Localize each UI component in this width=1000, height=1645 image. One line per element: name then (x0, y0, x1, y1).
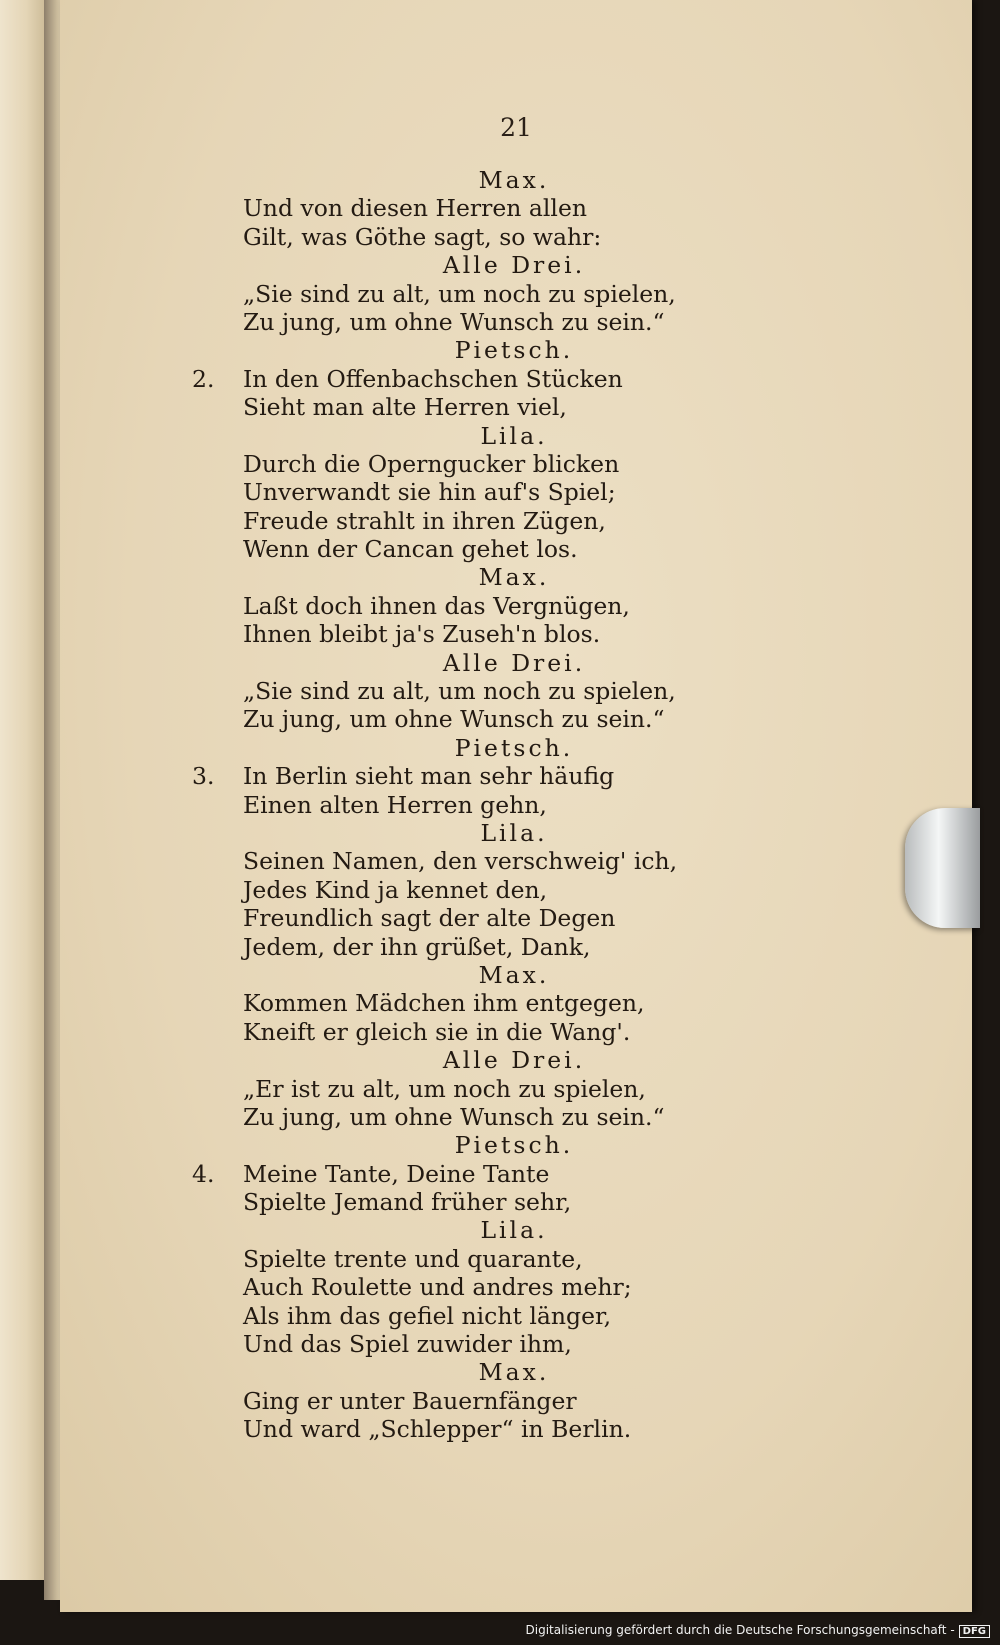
verse-line (60, 677, 972, 705)
verse-line (60, 223, 972, 251)
speaker-label: Lila. (480, 421, 548, 450)
verse-text: In den Offenbachschen Stücken (243, 364, 623, 393)
verse-line (60, 904, 972, 932)
verse-line (60, 1330, 972, 1358)
book-page (60, 0, 972, 1612)
verse-line (60, 620, 972, 648)
verse-line (60, 1188, 972, 1216)
verse-line (60, 1160, 972, 1188)
verse-line (60, 535, 972, 563)
verse-text: Ihnen bleibt ja's Zuseh'n blos. (243, 620, 601, 649)
credit-text: Digitalisierung gefördert durch die Deutsche Forschungsgemeinschaft - (525, 1623, 955, 1637)
verse-text: Spielte Jemand früher sehr, (243, 1188, 572, 1217)
verse-text: Seinen Namen, den verschweig' ich, (243, 847, 678, 876)
verse-text: Kommen Mädchen ihm entgegen, (243, 989, 645, 1018)
speaker-name (60, 166, 972, 194)
verse-text: Und das Spiel zuwider ihm, (243, 1330, 572, 1359)
verse-line (60, 989, 972, 1017)
page-number: 21 (500, 113, 532, 142)
verse-line (60, 1387, 972, 1415)
verse-text: Kneift er gleich sie in die Wang'. (243, 1017, 631, 1046)
page-clip (905, 808, 980, 928)
verse-text: In Berlin sieht man sehr häufig (243, 762, 615, 791)
verse-line (60, 1245, 972, 1273)
speaker-label: Lila. (480, 818, 548, 847)
speaker-name (60, 1046, 972, 1074)
verse-text: Jedem, der ihn grüßet, Dank, (243, 932, 591, 961)
stanza-number: 3. (192, 762, 215, 791)
speaker-name (60, 1358, 972, 1386)
verse-line (60, 933, 972, 961)
verse-text: Durch die Operngucker blicken (243, 449, 620, 478)
speaker-label: Alle Drei. (442, 648, 586, 677)
speaker-name (60, 1131, 972, 1159)
verse-line (60, 1103, 972, 1131)
verse-line (60, 365, 972, 393)
verse-text: Wenn der Cancan gehet los. (243, 535, 578, 564)
stanza-number: 2. (192, 364, 215, 393)
verse-line (60, 280, 972, 308)
verse-text: Unverwandt sie hin auf's Spiel; (243, 478, 616, 507)
verse-text: „Sie sind zu alt, um noch zu spielen, (243, 279, 676, 308)
verse-text: Laßt doch ihnen das Vergnügen, (243, 591, 630, 620)
verse-line (60, 1273, 972, 1301)
verse-line (60, 478, 972, 506)
verse-line (60, 1302, 972, 1330)
verse-text: Zu jung, um ohne Wunsch zu sein.“ (243, 705, 665, 734)
verse-line (60, 876, 972, 904)
verse-text: „Sie sind zu alt, um noch zu spielen, (243, 677, 676, 706)
speaker-label: Max. (478, 563, 550, 592)
verse-text: „Er ist zu alt, um noch zu spielen, (243, 1074, 646, 1103)
speaker-name (60, 251, 972, 279)
verse-text: Ging er unter Bauernfänger (243, 1386, 577, 1415)
speaker-label: Pietsch. (454, 733, 574, 762)
verse-text: Zu jung, um ohne Wunsch zu sein.“ (243, 307, 665, 336)
verse-text: Einen alten Herren gehn, (243, 790, 547, 819)
verse-line (60, 1075, 972, 1103)
speaker-label: Max. (478, 1358, 550, 1387)
verse-text: Sieht man alte Herren viel, (243, 393, 567, 422)
verse-text: Freude strahlt in ihren Zügen, (243, 506, 606, 535)
speaker-name (60, 819, 972, 847)
verse-line (60, 194, 972, 222)
stanza-number: 4. (192, 1159, 215, 1188)
text-block (60, 166, 972, 1444)
speaker-name (60, 563, 972, 591)
speaker-label: Pietsch. (454, 1131, 574, 1160)
verse-line (60, 1018, 972, 1046)
verse-line (60, 450, 972, 478)
verse-text: Spielte trente und quarante, (243, 1244, 583, 1273)
verse-line (60, 592, 972, 620)
verse-text: Meine Tante, Deine Tante (243, 1159, 550, 1188)
speaker-label: Max. (478, 166, 550, 194)
verse-text: Und von diesen Herren allen (243, 194, 587, 223)
verse-text: Jedes Kind ja kennet den, (243, 875, 548, 904)
verse-line (60, 507, 972, 535)
verse-line (60, 847, 972, 875)
dfg-logo: DFG (959, 1625, 990, 1638)
speaker-label: Pietsch. (454, 336, 574, 365)
speaker-name (60, 961, 972, 989)
verse-text: Zu jung, um ohne Wunsch zu sein.“ (243, 1102, 665, 1131)
digitization-credit (526, 1623, 991, 1638)
speaker-label: Max. (478, 960, 550, 989)
verse-text: Auch Roulette und andres mehr; (243, 1273, 632, 1302)
verse-line (60, 762, 972, 790)
speaker-name (60, 336, 972, 364)
speaker-label: Alle Drei. (442, 251, 586, 280)
verse-text: Als ihm das gefiel nicht länger, (243, 1301, 612, 1330)
verse-line (60, 1415, 972, 1443)
verse-text: Freundlich sagt der alte Degen (243, 904, 616, 933)
speaker-label: Lila. (480, 1216, 548, 1245)
speaker-name (60, 1216, 972, 1244)
speaker-label: Alle Drei. (442, 1046, 586, 1075)
verse-text: Und ward „Schlepper“ in Berlin. (243, 1415, 632, 1444)
verse-line (60, 705, 972, 733)
verse-text: Gilt, was Göthe sagt, so wahr: (243, 222, 602, 251)
speaker-name (60, 422, 972, 450)
verse-line (60, 791, 972, 819)
verse-line (60, 308, 972, 336)
book-left-edge (0, 0, 48, 1580)
speaker-name (60, 734, 972, 762)
verse-line (60, 393, 972, 421)
speaker-name (60, 649, 972, 677)
